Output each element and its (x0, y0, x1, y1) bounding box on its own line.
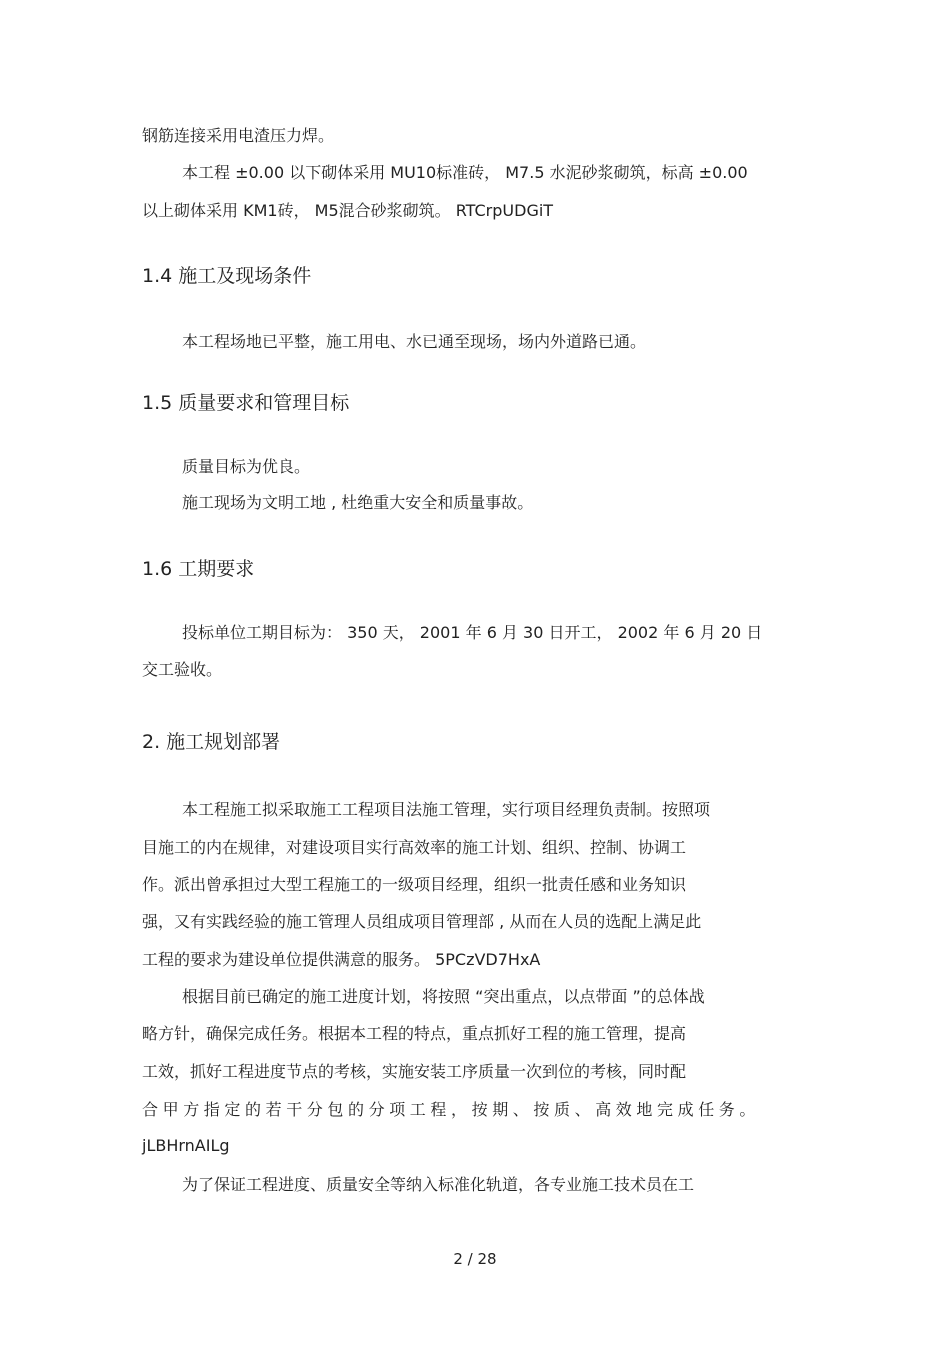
section-heading-1-5: 1.5 质量要求和管理目标 (142, 392, 350, 414)
body-text: 质量目标为优良。 (182, 457, 311, 476)
body-text: 投标单位工期目标为： 350 天， 2001 年 6 月 30 日开工， 2002 年 6 月 20 日 (182, 623, 763, 642)
body-text: 工效，抓好工程进度节点的考核，实施安装工序质量一次到位的考核，同时配 (142, 1062, 687, 1081)
section-heading-1-4: 1.4 施工及现场条件 (142, 265, 312, 287)
body-text: 为了保证工程进度、质量安全等纳入标准化轨道，各专业施工技术员在工 (182, 1175, 695, 1194)
body-text: 作。派出曾承担过大型工程施工的一级项目经理，组织一批责任感和业务知识 (142, 875, 687, 894)
page-number: 2 / 28 (453, 1250, 497, 1268)
body-text: 略方针，确保完成任务。根据本工程的特点，重点抓好工程的施工管理，提高 (142, 1024, 687, 1043)
body-text: jLBHrnAILg (142, 1136, 230, 1155)
body-text: 交工验收。 (142, 660, 223, 679)
body-text: 本工程 ±0.00 以下砌体采用 MU10标准砖， M7.5 水泥砂浆砌筑，标高 ±0.00 (182, 163, 748, 182)
body-text: 目施工的内在规律，对建设项目实行高效率的施工计划、组织、控制、协调工 (142, 838, 687, 857)
body-text: 钢筋连接采用电渣压力焊。 (142, 126, 335, 145)
section-heading-1-6: 1.6 工期要求 (142, 558, 255, 580)
body-text: 以上砌体采用 KM1砖， M5混合砂浆砌筑。 RTCrpUDGiT (142, 201, 554, 220)
body-text: 施工现场为文明工地 , 杜绝重大安全和质量事故。 (182, 493, 534, 512)
body-text: 强，又有实践经验的施工管理人员组成项目管理部 , 从而在人员的选配上满足此 (142, 912, 702, 931)
body-text: 根据目前已确定的施工进度计划，将按照 “突出重点，以点带面 ”的总体战 (182, 987, 705, 1006)
body-text: 本工程场地已平整，施工用电、水已通至现场，场内外道路已通。 (182, 332, 647, 351)
body-text: 合甲方指定的若干分包的分项工程，按期、按质、高效地完成任务。 (142, 1100, 761, 1119)
body-text: 本工程施工拟采取施工工程项目法施工管理，实行项目经理负责制。按照项 (182, 800, 711, 819)
body-text: 工程的要求为建设单位提供满意的服务。 5PCzVD7HxA (142, 950, 541, 969)
section-heading-2: 2. 施工规划部署 (142, 731, 281, 753)
